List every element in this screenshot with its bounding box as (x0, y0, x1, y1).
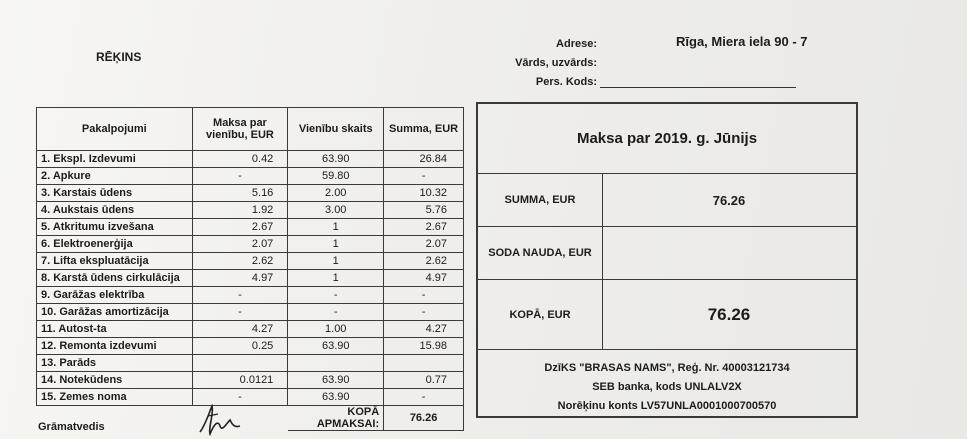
unit-count: 63.90 (288, 151, 384, 168)
service-name: 8. Karstā ūdens cirkulācija (37, 270, 193, 287)
period-title: Maksa par 2019. g. Jūnijs (576, 130, 758, 147)
row-sum: 4.27 (384, 321, 464, 338)
penalty-value (602, 227, 856, 279)
unit-count: 1 (288, 253, 384, 270)
table-row (37, 338, 464, 355)
row-sum: - (384, 168, 464, 185)
row-sum: - (384, 287, 464, 304)
total-eur-value: 76.26 (707, 304, 751, 324)
services-table (36, 107, 464, 431)
row-sum: 26.84 (384, 151, 464, 168)
bank-details (478, 350, 856, 418)
table-row (37, 219, 464, 236)
pers-code-line (600, 87, 796, 88)
service-name: 4. Aukstais ūdens (37, 202, 193, 219)
total-value: 76.26 (384, 406, 464, 431)
penalty-label: SODA NAUDA, EUR (478, 227, 603, 279)
service-name: 10. Garāžas amortizācija (37, 304, 193, 321)
signature-icon (196, 402, 246, 438)
service-name: 11. Autost-ta (37, 321, 193, 338)
unit-price: - (192, 304, 288, 321)
address-label: Adrese: (556, 38, 597, 50)
bank-name: SEB banka, kods UNLALV2X (592, 381, 742, 393)
unit-price: 2.67 (192, 219, 288, 236)
unit-price (192, 355, 288, 372)
period-row (478, 104, 856, 174)
unit-count: 2.00 (288, 185, 384, 202)
row-sum: 10.32 (384, 185, 464, 202)
unit-count: - (288, 287, 384, 304)
bank-company: DzīKS "BRASAS NAMS", Reģ. Nr. 40003121734 (544, 362, 790, 374)
address-value: Rīga, Miera iela 90 - 7 (676, 34, 808, 49)
unit-count (288, 355, 384, 372)
service-name: 14. Notekūdens (37, 372, 193, 389)
unit-count: 1 (288, 236, 384, 253)
accountant-label: Grāmatvedis (38, 421, 105, 433)
table-row (37, 202, 464, 219)
row-sum: 4.97 (384, 270, 464, 287)
unit-price: 0.0121 (192, 372, 288, 389)
unit-price: - (192, 389, 288, 406)
table-header-row (37, 108, 464, 151)
summary-box (476, 102, 858, 418)
service-name: 5. Atkritumu izvešana (37, 219, 193, 236)
unit-count: - (288, 304, 384, 321)
unit-price: 4.27 (192, 321, 288, 338)
service-name: 7. Lifta ekspluatācija (37, 253, 193, 270)
row-sum: 15.98 (384, 338, 464, 355)
services-table-body (37, 151, 464, 406)
unit-count: 1.00 (288, 321, 384, 338)
summa-row (478, 174, 856, 227)
unit-count: 3.00 (288, 202, 384, 219)
row-sum: 2.62 (384, 253, 464, 270)
unit-price: 0.25 (192, 338, 288, 355)
service-name: 13. Parāds (37, 355, 193, 372)
service-name: 1. Ekspl. Izdevumi (37, 151, 193, 168)
service-name: 3. Karstais ūdens (37, 185, 193, 202)
table-row (37, 321, 464, 338)
service-name: 2. Apkure (37, 168, 193, 185)
header-sum: Summa, EUR (384, 108, 464, 151)
row-sum: 5.76 (384, 202, 464, 219)
row-sum: 0.77 (384, 372, 464, 389)
pers-code-label: Pers. Kods: (535, 76, 597, 88)
summa-label: SUMMA, EUR (478, 174, 603, 226)
row-sum: - (384, 389, 464, 406)
total-row (478, 280, 856, 350)
table-row (37, 151, 464, 168)
unit-price: 5.16 (192, 185, 288, 202)
header-unit-count: Vienību skaits (288, 108, 384, 151)
table-row (37, 389, 464, 406)
unit-count: 63.90 (288, 338, 384, 355)
table-row (37, 236, 464, 253)
header-services: Pakalpojumi (37, 108, 193, 151)
row-sum: - (384, 304, 464, 321)
penalty-row (478, 227, 856, 280)
total-eur-label: KOPĀ, EUR (478, 280, 603, 349)
table-row (37, 372, 464, 389)
row-sum: 2.07 (384, 236, 464, 253)
bank-account: Norēķinu konts LV57UNLA0001000700570 (557, 400, 777, 412)
table-row (37, 270, 464, 287)
service-name: 6. Elektroenerģija (37, 236, 193, 253)
unit-count: 63.90 (288, 389, 384, 406)
service-name: 15. Zemes noma (37, 389, 193, 406)
table-row (37, 168, 464, 185)
unit-price: 1.92 (192, 202, 288, 219)
unit-price: 0.42 (192, 151, 288, 168)
table-row (37, 185, 464, 202)
table-row (37, 287, 464, 304)
unit-count: 1 (288, 219, 384, 236)
service-name: 12. Remonta izdevumi (37, 338, 193, 355)
name-label: Vārds, uzvārds: (515, 57, 597, 69)
unit-price: 4.97 (192, 270, 288, 287)
unit-count: 63.90 (288, 372, 384, 389)
table-row (37, 304, 464, 321)
document-title: RĒĶINS (96, 50, 142, 64)
table-row (37, 355, 464, 372)
unit-price: 2.07 (192, 236, 288, 253)
service-name: 9. Garāžas elektrība (37, 287, 193, 304)
summa-value: 76.26 (712, 192, 746, 208)
unit-price: - (192, 168, 288, 185)
unit-count: 1 (288, 270, 384, 287)
unit-count: 59.80 (288, 168, 384, 185)
total-label: KOPĀ APMAKSAI: (288, 406, 384, 431)
unit-price: 2.62 (192, 253, 288, 270)
unit-price: - (192, 287, 288, 304)
row-sum (384, 355, 464, 372)
row-sum: 2.67 (384, 219, 464, 236)
header-unit-price: Maksa par vienību, EUR (192, 108, 288, 151)
table-row (37, 253, 464, 270)
